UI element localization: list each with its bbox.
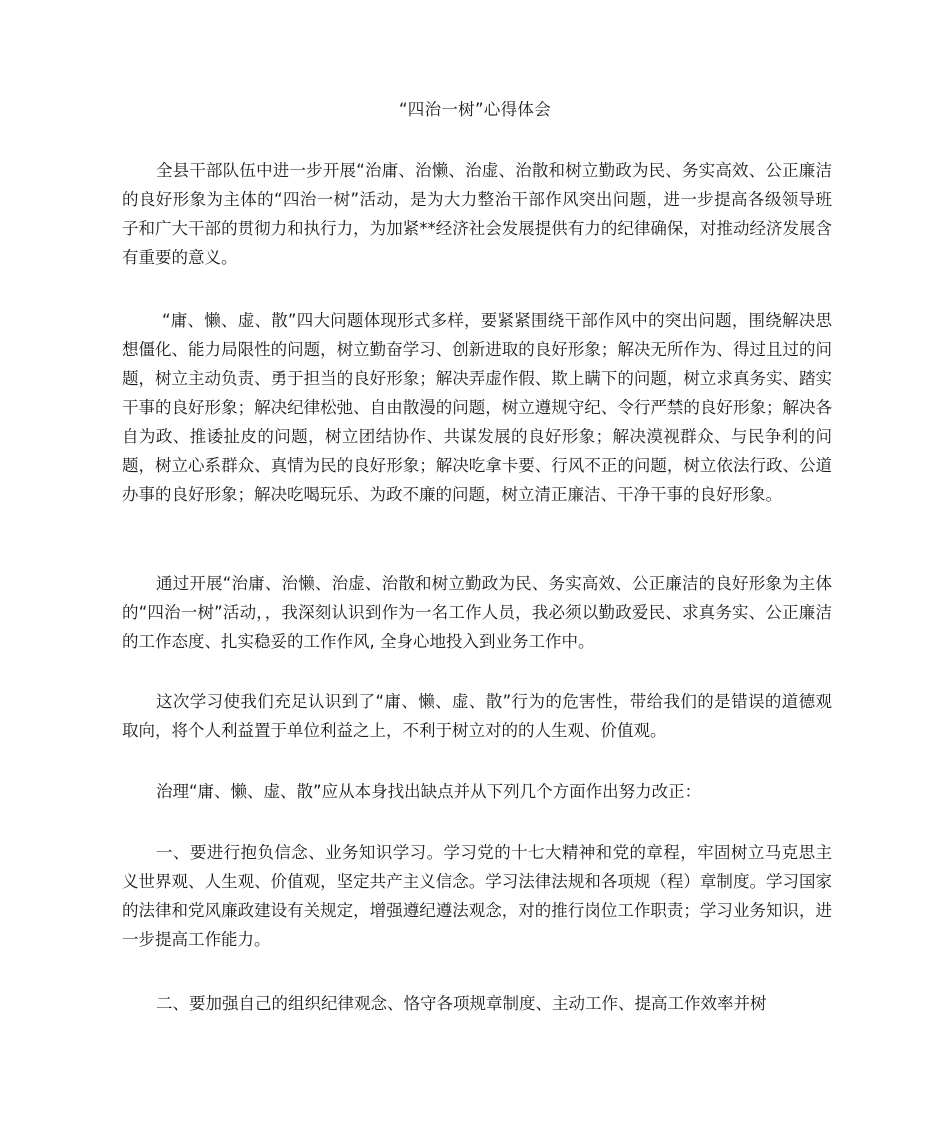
paragraph-activity-reflection: 通过开展“治庸、治懒、治虚、治散和树立勤政为民、务实高效、公正廉洁的良好形象为主体的“四治一树”活动，，我深刻认识到作为一名工作人员，我必须以勤政爱民、求真务实、公正廉洁的工作态度、扎实稳妥的工作作风, 全身心地投入到业务工作中。 [122, 574, 832, 651]
paragraph-point-two: 二、要加强自己的组织纪律观念、恪守各项规章制度、主动工作、提高工作效率并树 [156, 994, 767, 1013]
paragraph-study-harm: 这次学习使我们充足认识到了“庸、懒、虚、散”行为的危害性，带给我们的是错误的道德观取向，将个人利益置于单位利益之上，不利于树立对的的人生观、价值观。 [122, 692, 832, 740]
document-title: “四治一树”心得体会 [398, 100, 552, 119]
paragraph-four-problems: “庸、懒、虚、散”四大问题体现形式多样，要紧紧围绕干部作风中的突出问题，围绕解决思想僵化、能力局限性的问题，树立勤奋学习、创新进取的良好形象；解决无所作为、得过且过的问题，树立主动负责、勇于担当的良好形象；解决弄虚作假、欺上瞒下的问题，树立求真务实、踏实干事的良好形象；解决纪律松弛、自由散漫的问题，树立遵规守纪、令行严禁的良好形象；解决各自为政、推诿扯皮的问题，树立团结协作、共谋发展的良好形象；解决漠视群众、与民争利的问题，树立心系群众、真情为民的良好形象；解决吃拿卡要、行风不正的问题，树立依法行政、公道办事的良好形象；解决吃喝玩乐、为政不廉的问题，树立清正廉洁、干净干事的良好形象。 [122, 311, 832, 504]
paragraph-point-one: 一、要进行抱负信念、业务知识学习。学习党的十七大精神和党的章程，牢固树立马克思主义世界观、人生观、价值观，坚定共产主义信念。学习法律法规和各项规（程）章制度。学习国家的法律和党风廉政建设有关规定，增强遵纪遵法观念，对的推行岗位工作职责；学习业务知识，进一步提高工作能力。 [122, 843, 832, 949]
paragraph-intro: 全县干部队伍中进一步开展“治庸、治懒、治虚、治散和树立勤政为民、务实高效、公正廉洁的良好形象为主体的“四治一树”活动，是为大力整治干部作风突出问题，进一步提高各级领导班子和广大干部的贯彻力和执行力，为加紧**经济社会发展提供有力的纪律确保，对推动经济发展含有重要的意义。 [122, 161, 832, 267]
paragraph-correction-intro: 治理“庸、懒、虚、散”应从本身找出缺点并从下列几个方面作出努力改正： [156, 782, 702, 801]
